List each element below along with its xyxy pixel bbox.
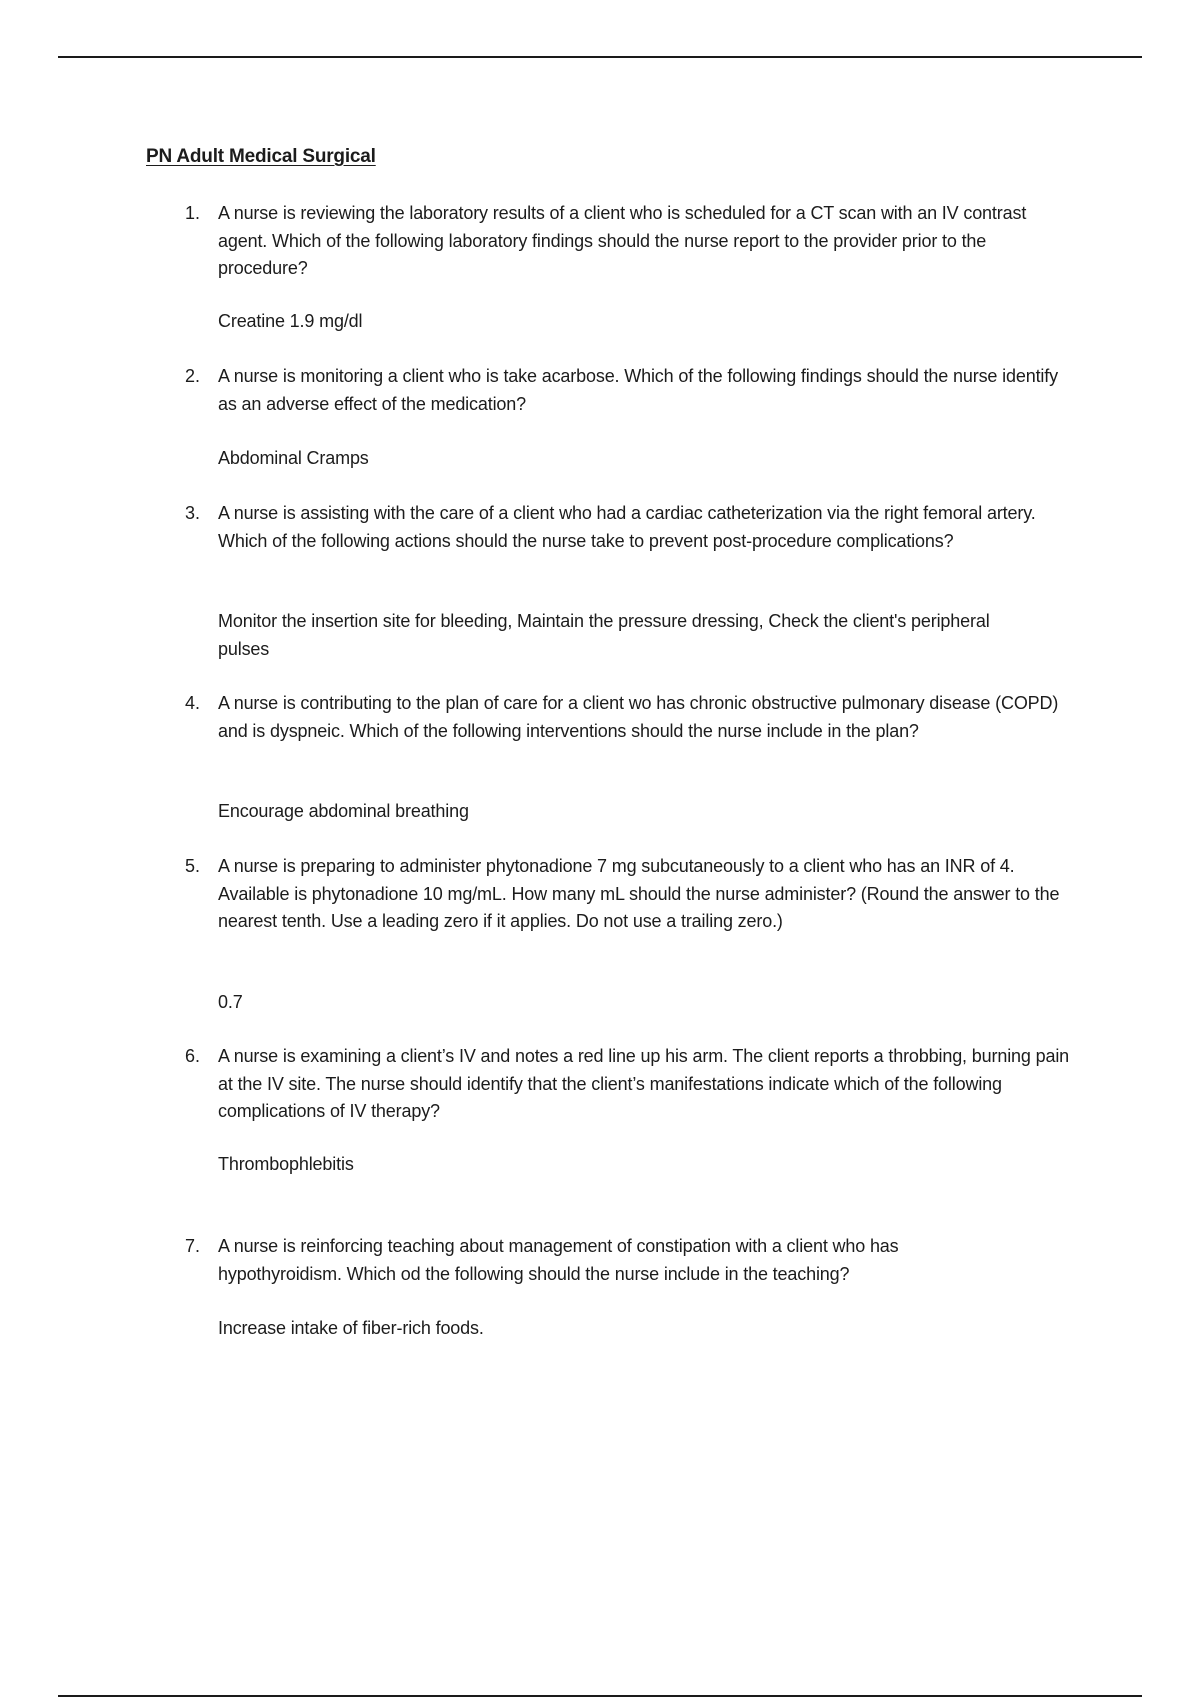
question-text: A nurse is contributing to the plan of care for a client wo has chronic obstructive pulmonary disease (COPD) and is dyspneic. Which of the following interventions should the nurse include in the plan? (218, 693, 1059, 741)
question-text: A nurse is assisting with the care of a client who had a cardiac catheterization via the right femoral artery. Which of the following actions should the nurse take to prevent post-procedure complications? (218, 503, 1036, 551)
question-number: 2. (184, 366, 200, 386)
answer-text: Abdominal Cramps (218, 448, 369, 468)
document-title: PN Adult Medical Surgical (146, 146, 376, 167)
question-text: A nurse is monitoring a client who is take acarbose. Which of the following findings should the nurse identify as an adverse effect of the medication? (218, 366, 1058, 414)
question-number: 4. (184, 693, 200, 713)
header-rule (58, 56, 1142, 58)
question-text: A nurse is preparing to administer phytonadione 7 mg subcutaneously to a client who has an INR of 4. Available is phytonadione 10 mg/mL. How many mL should the nurse administer? (Round the answer to the nearest tenth. Use a leading zero if it applies. Do not use a trailing zero.) (218, 856, 1060, 931)
question-number: 1. (184, 203, 200, 223)
question-number: 6. (184, 1046, 200, 1066)
question-number: 5. (184, 856, 200, 876)
question-text: A nurse is reinforcing teaching about management of constipation with a client who has hypothyroidism. Which od the following should the nurse include in the teaching? (218, 1236, 899, 1284)
question-text: A nurse is examining a client’s IV and notes a red line up his arm. The client reports a throbbing, burning pain at the IV site. The nurse should identify that the client’s manifestations indicate which of the following complications of IV therapy? (218, 1046, 1070, 1121)
question-text: A nurse is reviewing the laboratory results of a client who is scheduled for a CT scan with an IV contrast agent. Which of the following laboratory findings should the nurse report to the provider prior to the procedure? (218, 203, 1027, 278)
question-number: 3. (184, 503, 200, 523)
answer-text: Creatine 1.9 mg/dl (218, 311, 363, 331)
answer-text: Thrombophlebitis (218, 1154, 354, 1174)
answer-text: Increase intake of fiber-rich foods. (218, 1318, 484, 1338)
answer-text: Encourage abdominal breathing (218, 801, 469, 821)
answer-text: 0.7 (218, 992, 243, 1012)
footer-rule (58, 1695, 1142, 1697)
question-number: 7. (184, 1236, 200, 1256)
answer-text: Monitor the insertion site for bleeding, Maintain the pressure dressing, Check the client's peripheral pulses (218, 611, 990, 659)
